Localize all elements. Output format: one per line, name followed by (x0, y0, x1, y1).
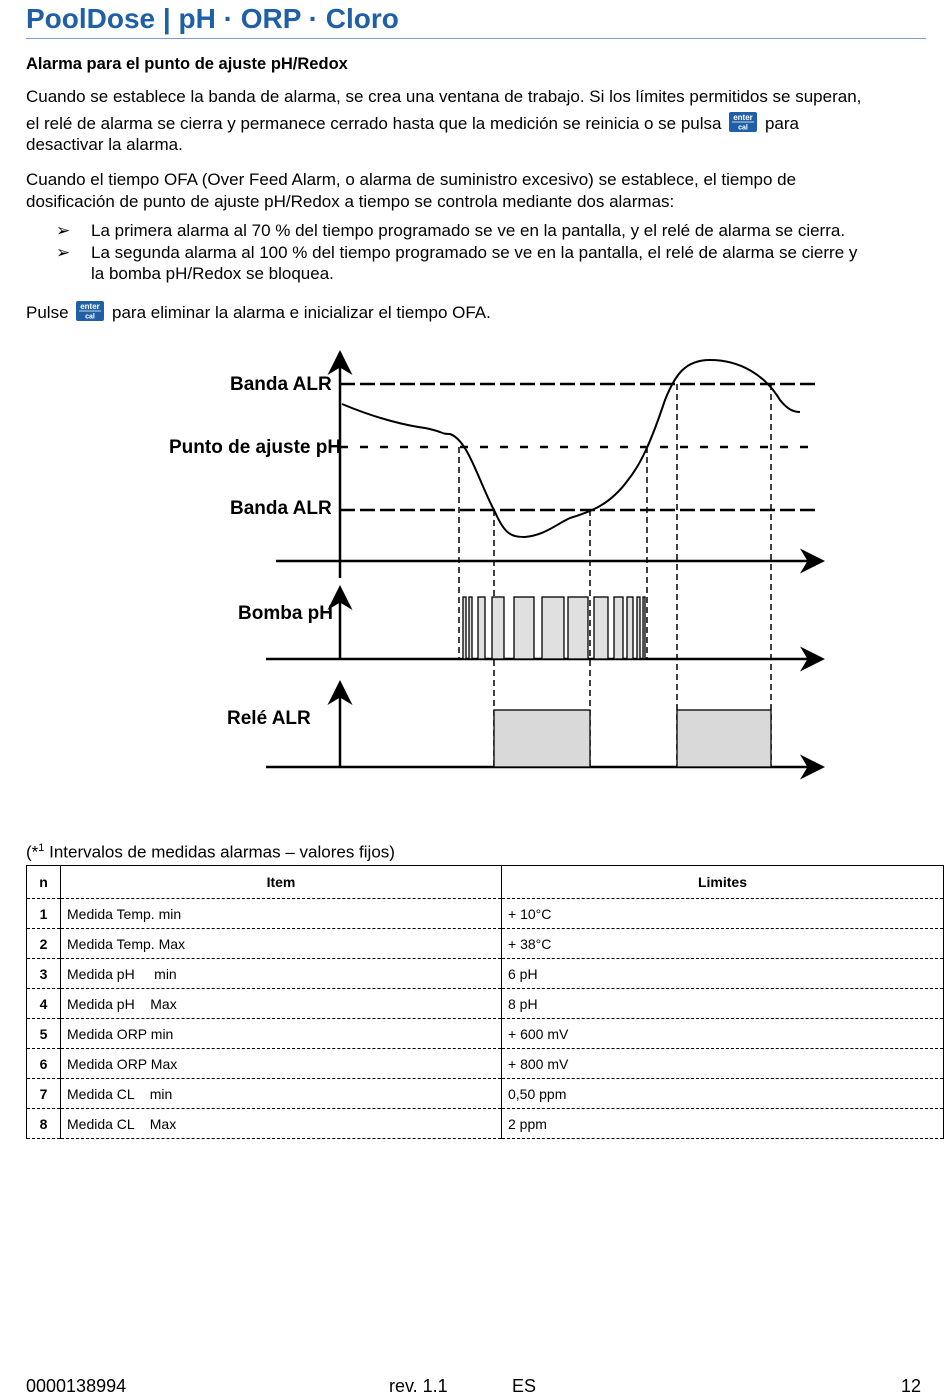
cell-n: 2 (27, 929, 61, 959)
pump-pulse (643, 597, 645, 659)
pump-pulse (514, 597, 534, 659)
pump-pulse (568, 597, 588, 659)
paragraph-line: desactivar la alarma. (26, 135, 183, 154)
alarm-limits-table (26, 865, 944, 1139)
table-row (27, 1019, 944, 1049)
table-caption (26, 842, 395, 863)
cell-item: Medida ORP min (61, 1019, 502, 1049)
svg-text:enter: enter (733, 112, 753, 122)
label-relay: Relé ALR (227, 708, 311, 729)
cell-item: Medida CL min (61, 1079, 502, 1109)
footer-revision: rev. 1.1 (389, 1376, 448, 1396)
pump-pulse (627, 597, 633, 659)
table-row (27, 1049, 944, 1079)
cell-limit: 8 pH (502, 989, 944, 1019)
cell-item: Medida pH Max (61, 989, 502, 1019)
enter-cal-key-icon (76, 301, 104, 321)
arrow-bullet-icon: ➢ (56, 242, 71, 262)
cell-n: 8 (27, 1109, 61, 1139)
cell-item: Medida Temp. min (61, 899, 502, 929)
cell-limit: 0,50 ppm (502, 1079, 944, 1109)
table-row (27, 1109, 944, 1139)
cell-n: 7 (27, 1079, 61, 1109)
cell-n: 6 (27, 1049, 61, 1079)
paragraph-text: Pulse (26, 303, 69, 322)
svg-text:cal: cal (738, 124, 749, 131)
header-item: Item (61, 866, 502, 899)
table-row (27, 929, 944, 959)
label-band-lower: Banda ALR (230, 498, 332, 519)
bullet-text: La segunda alarma al 100 % del tiempo programado se ve en la pantalla, el relé de alarma se cierre y (91, 242, 858, 262)
paragraph-text: para eliminar la alarma e inicializar el tiempo OFA. (112, 303, 491, 322)
pump-pulse (614, 597, 623, 659)
caption-text: Intervalos de medidas alarmas – valores fijos) (44, 842, 395, 862)
cell-limit: + 10°C (502, 899, 944, 929)
paragraph-reset (26, 301, 926, 324)
bullet-text: La primera alarma al 70 % del tiempo programado se ve en la pantalla, y el relé de alarma se cierra. (91, 221, 846, 240)
label-setpoint: Punto de ajuste pH (169, 437, 342, 458)
cell-n: 4 (27, 989, 61, 1019)
section-title: Alarma para el punto de ajuste pH/Redox (26, 55, 348, 73)
footer-doc-number: 0000138994 (26, 1376, 127, 1396)
pump-pulse (594, 597, 608, 659)
paragraph-text: el relé de alarma se cierra y permanece cerrado hasta que la medición se reinicia o se pulsa (26, 113, 722, 133)
cell-limit: + 38°C (502, 929, 944, 959)
cell-limit: + 800 mV (502, 1049, 944, 1079)
svg-text:enter: enter (80, 302, 101, 311)
paragraph-line: Cuando el tiempo OFA (Over Feed Alarm, o alarma de suministro excesivo) se establece, el tiempo de (26, 170, 797, 189)
cell-limit: 6 pH (502, 959, 944, 989)
alarm-timing-diagram (150, 340, 840, 790)
footer-language: ES (512, 1376, 537, 1396)
relay-active-block (494, 710, 590, 767)
header-n: n (27, 866, 61, 899)
footer-page-number: 12 (901, 1376, 922, 1396)
label-pump: Bomba pH (238, 603, 333, 624)
pump-pulse (492, 597, 504, 659)
bullet-text: la bomba pH/Redox se bloquea. (91, 264, 334, 283)
cell-item: Medida ORP Max (61, 1049, 502, 1079)
arrow-bullet-icon: ➢ (56, 221, 71, 240)
list-item (26, 220, 926, 242)
caption-text: (* (26, 842, 39, 862)
paragraph-line: dosificación de punto de ajuste pH/Redox a tiempo se controla mediante dos alarmas: (26, 191, 675, 211)
table-header-row (27, 866, 944, 899)
pump-pulse (463, 597, 466, 659)
paragraph-ofa (26, 169, 926, 212)
caption-footnote-mark: 1 (38, 842, 45, 854)
paragraph-line: Cuando se establece la banda de alarma, se crea una ventana de trabajo. Si los límites permitidos se superan, (26, 87, 862, 106)
table-row (27, 1079, 944, 1109)
svg-text:cal: cal (85, 313, 96, 321)
table-row (27, 959, 944, 989)
cell-n: 3 (27, 959, 61, 989)
label-band-upper: Banda ALR (230, 374, 332, 395)
header-limits: Limites (502, 866, 944, 899)
bullet-list (26, 220, 926, 285)
cell-item: Medida Temp. Max (61, 929, 502, 959)
table-row (27, 899, 944, 929)
pump-pulse (469, 597, 472, 659)
cell-limit: + 600 mV (502, 1019, 944, 1049)
relay-active-block (677, 710, 771, 767)
paragraph-line (26, 112, 926, 135)
pump-pulse (478, 597, 485, 659)
cell-item: Medida CL Max (61, 1109, 502, 1139)
cell-n: 1 (27, 899, 61, 929)
pump-pulse (542, 597, 564, 659)
pump-pulse (637, 597, 640, 659)
page-title: PoolDose | pH · ORP · Cloro (26, 2, 926, 39)
paragraph-alarm-band (26, 86, 926, 156)
paragraph-text: para (764, 113, 799, 133)
table-row (27, 989, 944, 1019)
enter-cal-key-icon (729, 112, 757, 132)
cell-item: Medida pH min (61, 959, 502, 989)
list-item (26, 242, 926, 285)
cell-n: 5 (27, 1019, 61, 1049)
cell-limit: 2 ppm (502, 1109, 944, 1139)
